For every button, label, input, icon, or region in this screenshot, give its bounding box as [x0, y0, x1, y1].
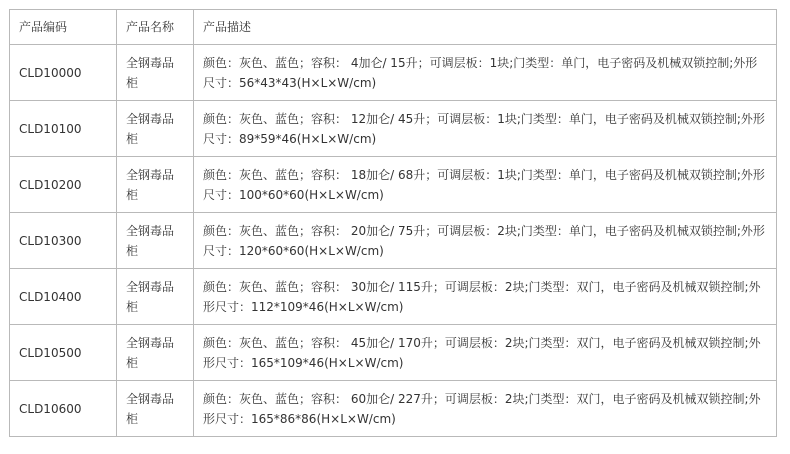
- header-product-description: 产品描述: [194, 10, 777, 45]
- cell-product-description: 颜色：灰色、蓝色；容积： 30加仑/ 115升；可调层板：2块;门类型：双门，电子密码及机械双锁控制;外形尺寸：112*109*46(H×L×W/cm): [194, 269, 777, 325]
- table-row: [10, 157, 777, 213]
- cell-product-code: CLD10600: [10, 381, 117, 437]
- cell-product-name: 全钢毒品柜: [117, 381, 194, 437]
- cell-product-description: 颜色：灰色、蓝色；容积： 45加仑/ 170升；可调层板：2块;门类型：双门，电子密码及机械双锁控制;外形尺寸：165*109*46(H×L×W/cm): [194, 325, 777, 381]
- table-header-row: [10, 10, 777, 45]
- cell-product-code: CLD10100: [10, 101, 117, 157]
- cell-product-code: CLD10200: [10, 157, 117, 213]
- cell-product-description: 颜色：灰色、蓝色；容积： 60加仑/ 227升；可调层板：2块;门类型：双门，电子密码及机械双锁控制;外形尺寸：165*86*86(H×L×W/cm): [194, 381, 777, 437]
- cell-product-code: CLD10300: [10, 213, 117, 269]
- cell-product-code: CLD10000: [10, 45, 117, 101]
- cell-product-description: 颜色：灰色、蓝色；容积： 12加仑/ 45升；可调层板：1块;门类型：单门，电子密码及机械双锁控制;外形尺寸：89*59*46(H×L×W/cm): [194, 101, 777, 157]
- table-row: [10, 45, 777, 101]
- cell-product-description: 颜色：灰色、蓝色；容积： 20加仑/ 75升；可调层板：2块;门类型：单门，电子密码及机械双锁控制;外形尺寸：120*60*60(H×L×W/cm): [194, 213, 777, 269]
- table-row: [10, 213, 777, 269]
- cell-product-name: 全钢毒品柜: [117, 213, 194, 269]
- header-product-code: 产品编码: [10, 10, 117, 45]
- cell-product-name: 全钢毒品柜: [117, 269, 194, 325]
- table-header: [10, 10, 777, 45]
- cell-product-code: CLD10500: [10, 325, 117, 381]
- cell-product-description: 颜色：灰色、蓝色；容积： 18加仑/ 68升；可调层板：1块;门类型：单门，电子密码及机械双锁控制;外形尺寸：100*60*60(H×L×W/cm): [194, 157, 777, 213]
- cell-product-name: 全钢毒品柜: [117, 157, 194, 213]
- table-row: [10, 381, 777, 437]
- cell-product-name: 全钢毒品柜: [117, 101, 194, 157]
- cell-product-name: 全钢毒品柜: [117, 45, 194, 101]
- table-body: [10, 45, 777, 437]
- cell-product-code: CLD10400: [10, 269, 117, 325]
- cell-product-name: 全钢毒品柜: [117, 325, 194, 381]
- product-table: [9, 9, 777, 437]
- header-product-name: 产品名称: [117, 10, 194, 45]
- table-row: [10, 269, 777, 325]
- cell-product-description: 颜色：灰色、蓝色；容积： 4加仑/ 15升；可调层板：1块;门类型：单门，电子密码及机械双锁控制;外形尺寸：56*43*43(H×L×W/cm): [194, 45, 777, 101]
- table-row: [10, 101, 777, 157]
- table-row: [10, 325, 777, 381]
